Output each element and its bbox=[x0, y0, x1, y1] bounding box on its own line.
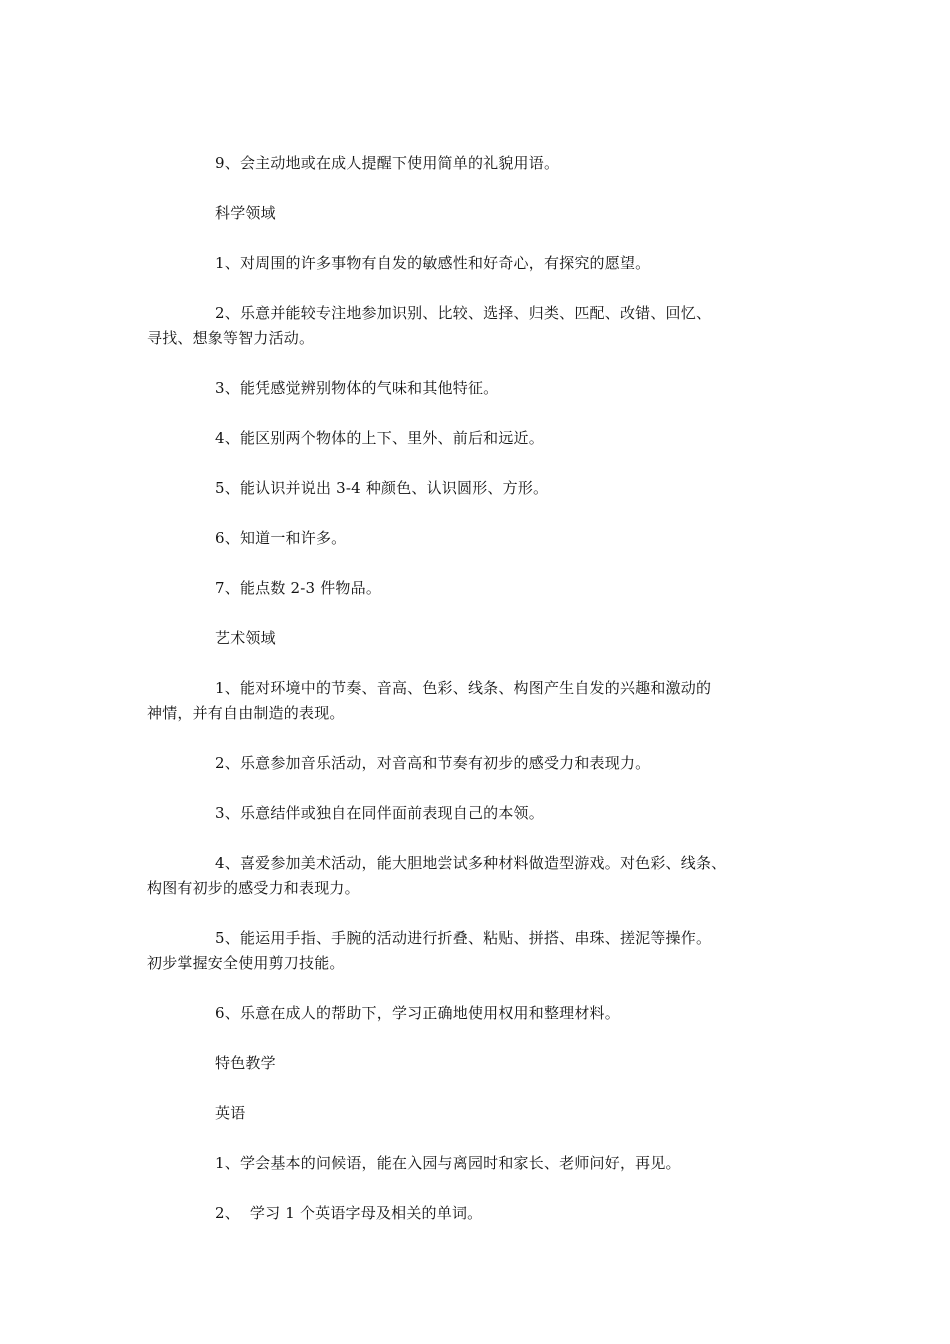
paragraph-line: 1、学会基本的问候语，能在入园与离园时和家长、老师问好，再见。 bbox=[215, 1154, 681, 1172]
section-heading-science bbox=[181, 201, 781, 226]
paragraph-art-1 bbox=[147, 676, 781, 726]
section-heading-english bbox=[181, 1101, 781, 1126]
paragraph-science-3 bbox=[181, 376, 781, 401]
paragraph-line: 寻找、想象等智力活动。 bbox=[147, 329, 315, 347]
paragraph-science-7 bbox=[181, 576, 781, 601]
paragraph-science-2 bbox=[147, 301, 781, 351]
paragraph-line: 构图有初步的感受力和表现力。 bbox=[147, 879, 360, 897]
paragraph-art-6 bbox=[181, 1001, 781, 1026]
paragraph-line: 神情，并有自由制造的表现。 bbox=[147, 704, 345, 722]
paragraph-line: 4、喜爱参加美术活动，能大胆地尝试多种材料做造型游戏。对色彩、线条、 bbox=[215, 854, 727, 872]
paragraph-line: 艺术领域 bbox=[215, 629, 276, 647]
paragraph-english-2 bbox=[181, 1201, 781, 1226]
paragraph-line: 5、能认识并说出 3-4 种颜色、认识圆形、方形。 bbox=[215, 479, 549, 497]
paragraph-line: 3、能凭感觉辨别物体的气味和其他特征。 bbox=[215, 379, 499, 397]
section-heading-art bbox=[181, 626, 781, 651]
paragraph-line: 9、会主动地或在成人提醒下使用简单的礼貌用语。 bbox=[215, 154, 560, 172]
paragraph-line: 3、乐意结伴或独自在同伴面前表现自己的本领。 bbox=[215, 804, 544, 822]
paragraph-line: 1、能对环境中的节奏、音高、色彩、线条、构图产生自发的兴趣和激动的 bbox=[215, 679, 712, 697]
paragraph-line: 特色教学 bbox=[215, 1054, 276, 1072]
paragraph-art-3 bbox=[181, 801, 781, 826]
paragraph-english-1 bbox=[181, 1151, 781, 1176]
paragraph-art-5 bbox=[147, 926, 781, 976]
paragraph-item-9 bbox=[181, 151, 781, 176]
paragraph-line: 2、乐意并能较专注地参加识别、比较、选择、归类、匹配、改错、回忆、 bbox=[215, 304, 712, 322]
paragraph-line: 2、 学习 1 个英语字母及相关的单词。 bbox=[215, 1204, 483, 1222]
paragraph-line: 英语 bbox=[215, 1104, 246, 1122]
paragraph-science-4 bbox=[181, 426, 781, 451]
paragraph-science-1 bbox=[181, 251, 781, 276]
paragraph-line: 4、能区别两个物体的上下、里外、前后和远近。 bbox=[215, 429, 544, 447]
paragraph-line: 2、乐意参加音乐活动，对音高和节奏有初步的感受力和表现力。 bbox=[215, 754, 651, 772]
paragraph-science-6 bbox=[181, 526, 781, 551]
paragraph-art-4 bbox=[147, 851, 781, 901]
paragraph-line: 6、乐意在成人的帮助下，学习正确地使用权用和整理材料。 bbox=[215, 1004, 620, 1022]
document-body bbox=[147, 151, 781, 1251]
paragraph-line: 1、对周围的许多事物有自发的敏感性和好奇心，有探究的愿望。 bbox=[215, 254, 651, 272]
paragraph-line: 6、知道一和许多。 bbox=[215, 529, 347, 547]
paragraph-line: 5、能运用手指、手腕的活动进行折叠、粘贴、拼搭、串珠、搓泥等操作。 bbox=[215, 929, 712, 947]
paragraph-art-2 bbox=[181, 751, 781, 776]
section-heading-special-teaching bbox=[181, 1051, 781, 1076]
paragraph-science-5 bbox=[181, 476, 781, 501]
paragraph-line: 7、能点数 2-3 件物品。 bbox=[215, 579, 382, 597]
paragraph-line: 科学领域 bbox=[215, 204, 276, 222]
paragraph-line: 初步掌握安全使用剪刀技能。 bbox=[147, 954, 345, 972]
